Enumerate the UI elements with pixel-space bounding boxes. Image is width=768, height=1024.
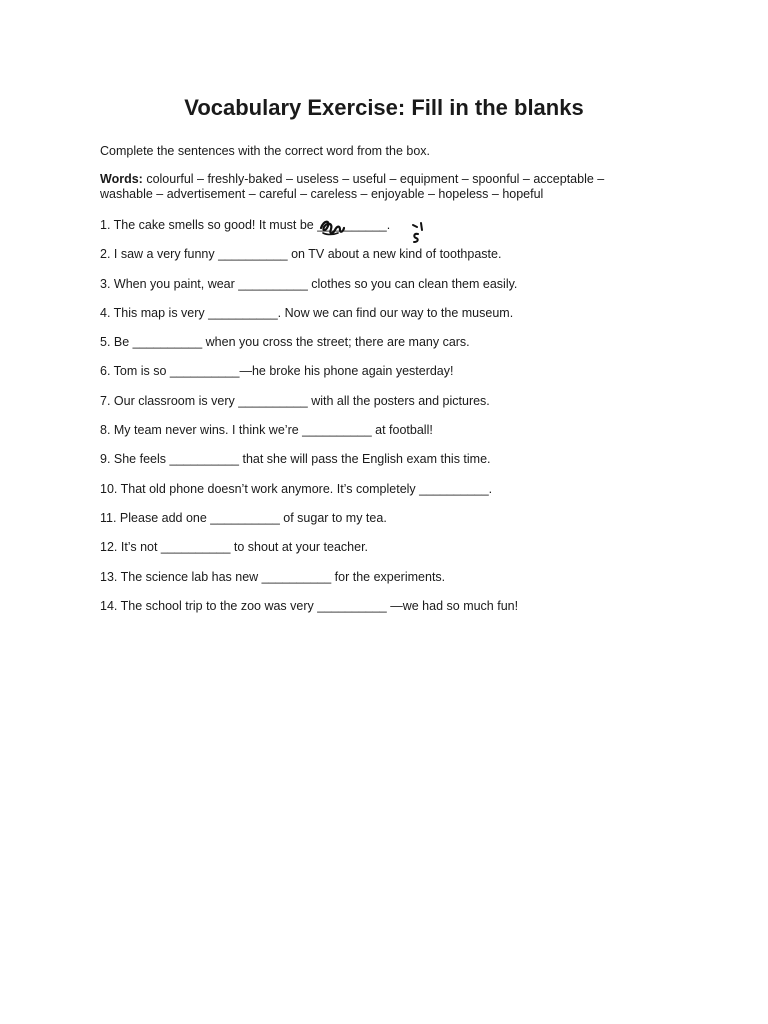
question-item: 9. She feels __________ that she will pass the English exam this time. <box>100 452 491 467</box>
question-item: 6. Tom is so __________—he broke his phone again yesterday! <box>100 364 454 379</box>
page-title: Vocabulary Exercise: Fill in the blanks <box>184 95 584 120</box>
word-bank-label: Words: <box>100 172 143 186</box>
word-bank-words: colourful – freshly-baked – useless – useful – equipment – spoonful – acceptable – washable – advertisement – careful – careless – enjoyable – hopeless – hopeful <box>100 172 605 201</box>
question-item: 7. Our classroom is very __________ with all the posters and pictures. <box>100 393 490 408</box>
question-item: 8. My team never wins. I think we’re __________ at football! <box>100 423 433 438</box>
question-item: 13. The science lab has new __________ for the experiments. <box>100 569 446 584</box>
question-item: 10. That old phone doesn’t work anymore. It’s completely __________. <box>100 481 493 496</box>
question-item: 12. It’s not __________ to shout at your teacher. <box>100 540 369 555</box>
question-list <box>100 217 700 627</box>
instruction-text: Complete the sentences with the correct word from the box. <box>100 144 431 158</box>
word-bank <box>100 172 660 202</box>
question-item: 5. Be __________ when you cross the street; there are many cars. <box>100 335 470 350</box>
question-item: 1. The cake smells so good! It must be __________. <box>100 218 391 232</box>
question-item: 3. When you paint, wear __________ clothes so you can clean them easily. <box>100 276 518 291</box>
question-item: 11. Please add one __________ of sugar to my tea. <box>100 510 387 525</box>
question-item: 14. The school trip to the zoo was very __________ —we had so much fun! <box>100 598 519 613</box>
question-item: 2. I saw a very funny __________ on TV about a new kind of toothpaste. <box>100 247 502 262</box>
question-item: 4. This map is very __________. Now we can find our way to the museum. <box>100 305 514 320</box>
